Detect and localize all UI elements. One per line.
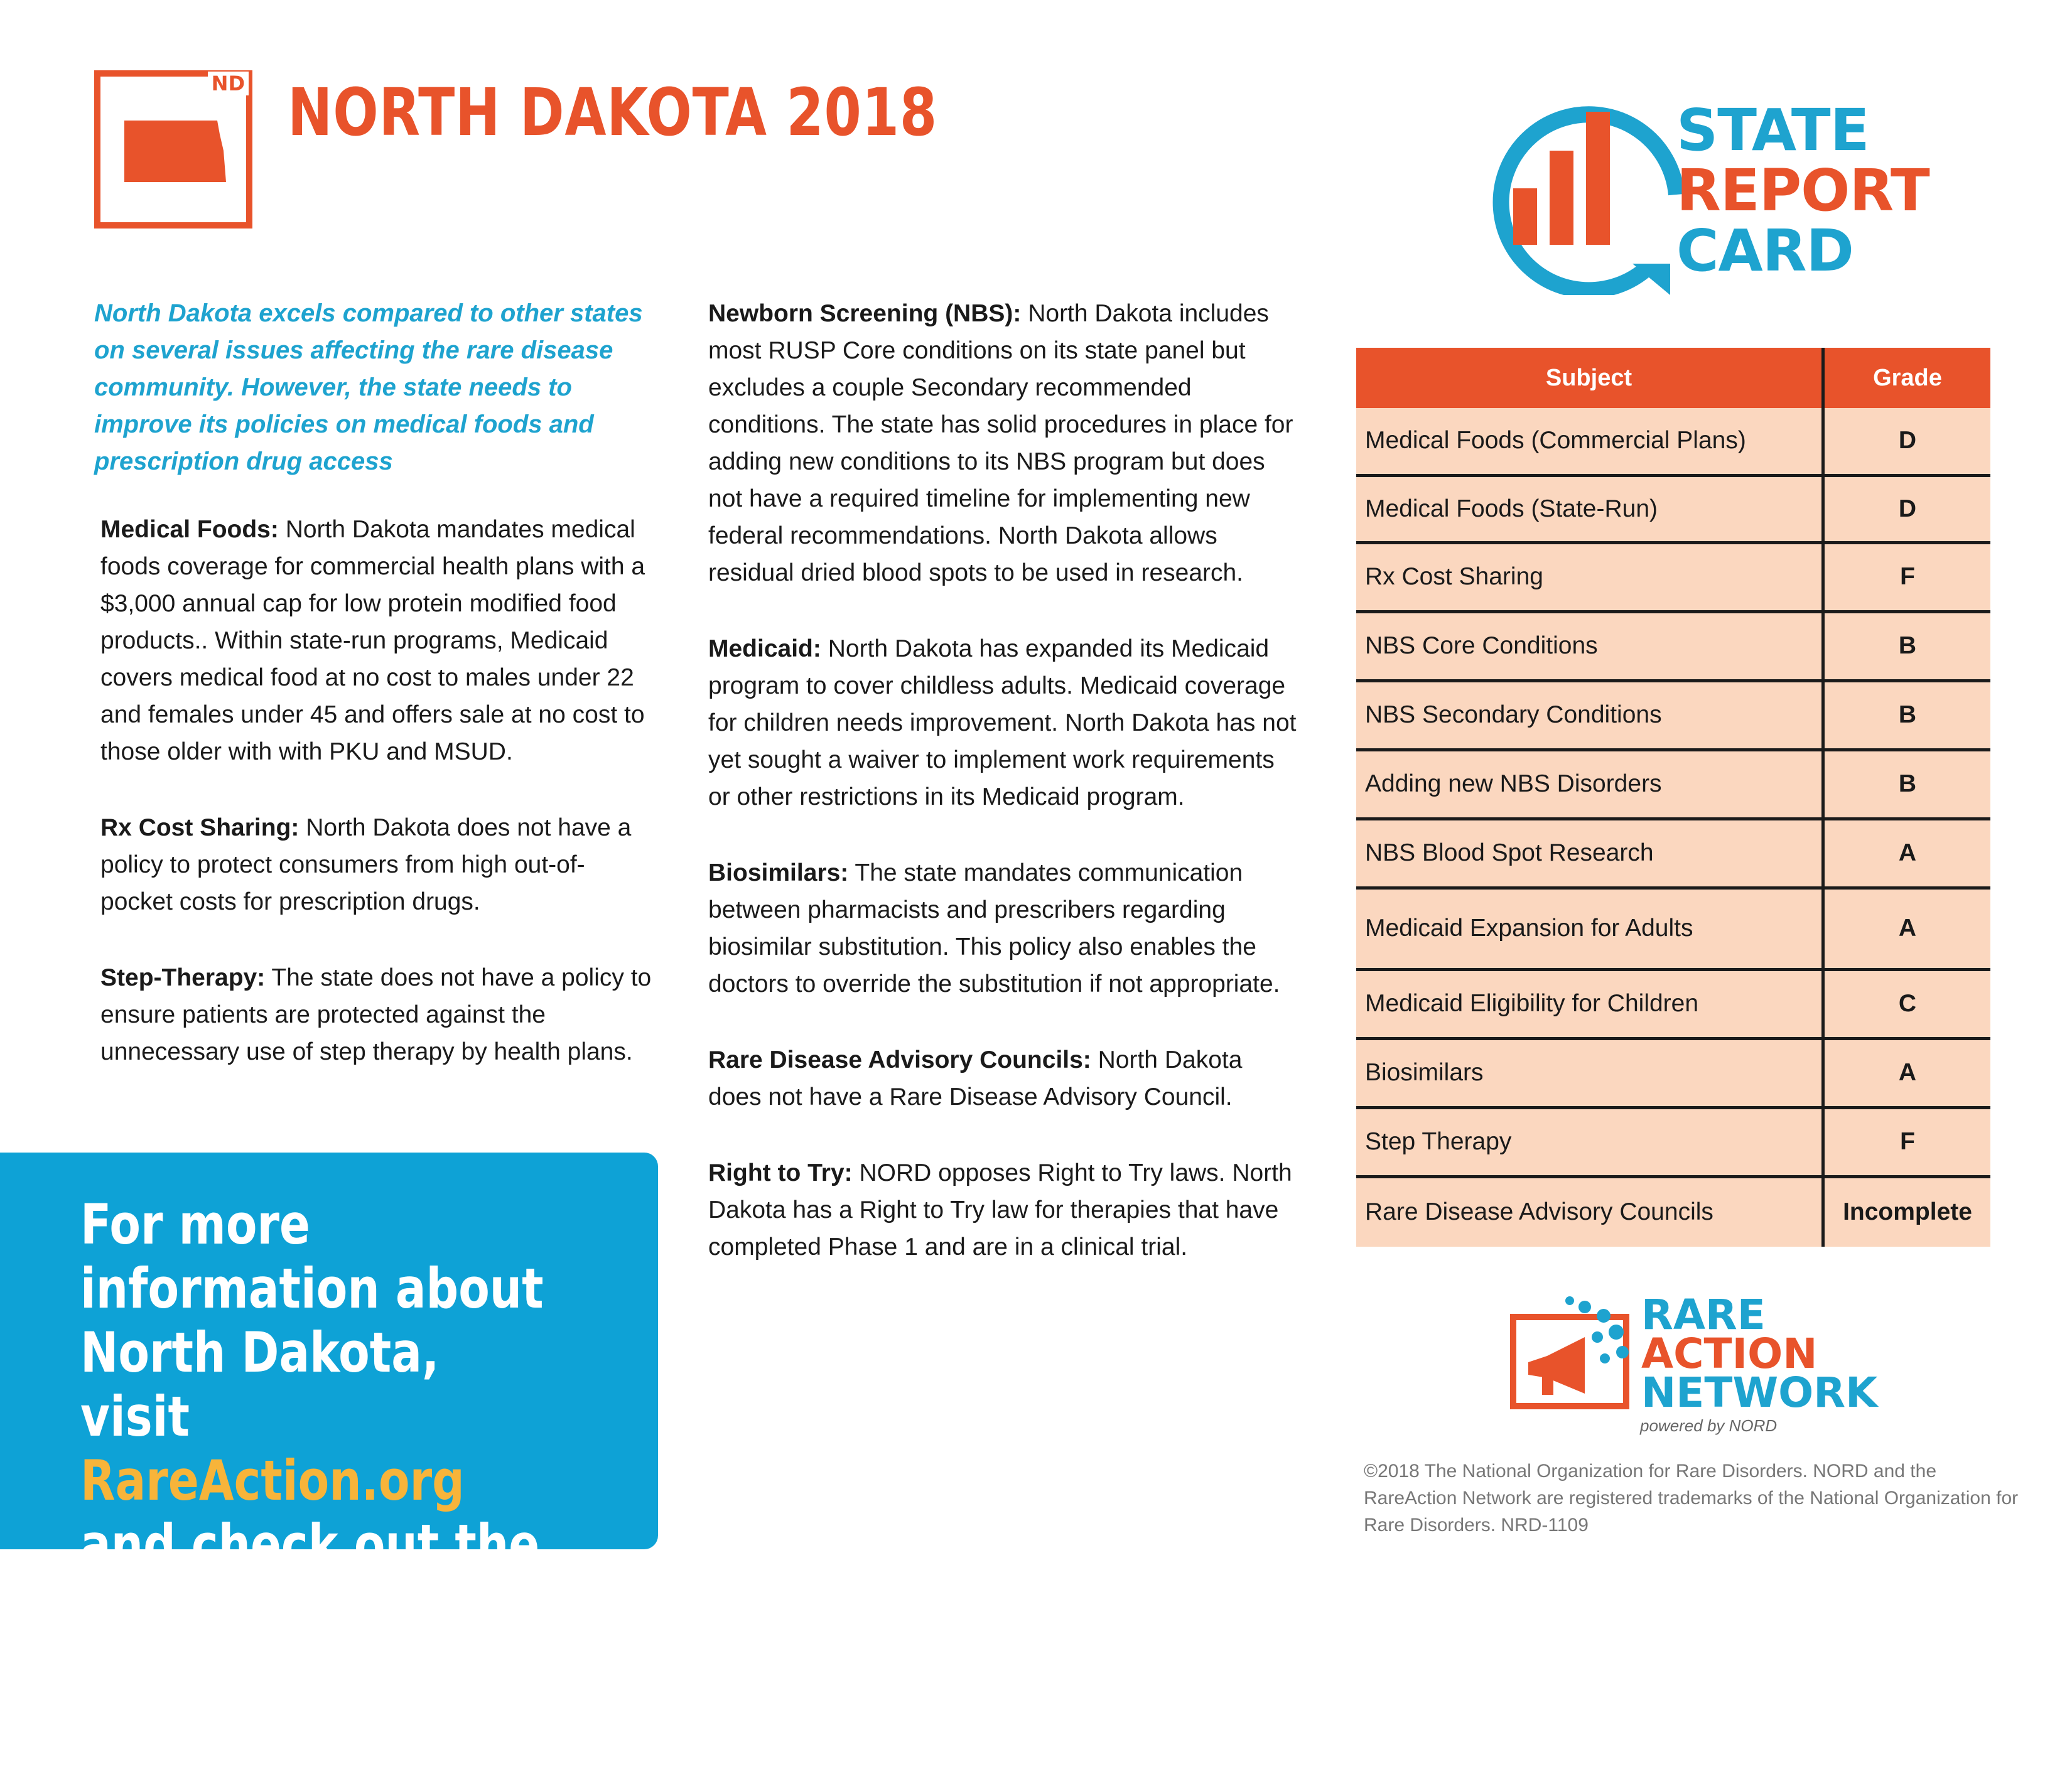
table-row (1356, 750, 1990, 819)
section-biosimilars (708, 854, 1298, 1003)
cta-text (80, 1193, 544, 1769)
row-grade: A (1823, 888, 1991, 969)
row-grade: D (1823, 475, 1991, 542)
row-subject: Adding new NBS Disorders (1356, 750, 1823, 819)
row-subject: NBS Secondary Conditions (1356, 680, 1823, 750)
rareaction-link[interactable]: RareAction.org (80, 1448, 465, 1513)
table-row (1356, 408, 1990, 475)
rare-action-network-logo-text (1641, 1291, 1878, 1417)
section-label: Step-Therapy: (100, 964, 266, 991)
section-text: North Dakota does not have a policy to protect consumers from high out-of-pocket costs for prescription drugs. (100, 814, 632, 915)
section-text: North Dakota mandates medical foods coverage for commercial health plans with a $3,000 annual cap for low protein modified food products.. Within state-run programs, Medicaid covers medical food at no cost to males under 22 and females under 45 and offers sale at no cost to those older with with PKU and MSUD. (100, 516, 645, 765)
powered-by-nord: powered by NORD (1640, 1416, 1778, 1435)
state-abbreviation: ND (208, 72, 249, 95)
section-label: Medicaid: (708, 635, 821, 662)
section-label: Medical Foods: (100, 516, 279, 543)
section-step-therapy (100, 959, 653, 1070)
rare-action-megaphone-icon (1509, 1293, 1635, 1412)
cta-after: and check out the entire 2018 State Policy Report Card (80, 1512, 540, 1769)
table-header-row (1356, 348, 1990, 408)
row-subject: Rx Cost Sharing (1356, 542, 1823, 611)
left-column (100, 511, 653, 1109)
section-text: North Dakota does not have a Rare Disease Advisory Council. (708, 1046, 1243, 1110)
grade-table (1356, 348, 1990, 1247)
middle-column (708, 295, 1298, 1304)
section-text: The state does not have a policy to ensure patients are protected against the unnecessary use of step therapy by health plans. (100, 964, 652, 1065)
row-subject: NBS Core Conditions (1356, 611, 1823, 680)
row-grade: F (1823, 542, 1991, 611)
section-label: Newborn Screening (NBS): (708, 300, 1022, 327)
cta-before: For more information about North Dakota, visit (80, 1192, 544, 1449)
row-grade: A (1823, 1038, 1991, 1107)
copyright-notice: ©2018 The National Organization for Rare Disorders. NORD and the RareAction Network are registered trademarks of the National Organization for Rare Disorders. NRD-1109 (1364, 1461, 2019, 1535)
logo-line-card: CARD (1676, 217, 1853, 284)
section-rx-cost-sharing (100, 809, 653, 920)
row-subject: Biosimilars (1356, 1038, 1823, 1107)
row-grade: B (1823, 611, 1991, 680)
section-right-to-try (708, 1154, 1298, 1266)
row-subject: Medical Foods (State-Run) (1356, 475, 1823, 542)
table-row (1356, 819, 1990, 888)
section-medicaid (708, 630, 1298, 815)
north-dakota-shape-icon (100, 77, 246, 222)
row-grade: A (1823, 819, 1991, 888)
logo-line-report: REPORT (1676, 157, 1929, 224)
table-row (1356, 888, 1990, 969)
report-card-logo-text (1676, 97, 1929, 284)
row-subject: Rare Disease Advisory Councils (1356, 1176, 1823, 1247)
table-row (1356, 542, 1990, 611)
state-map-icon (94, 70, 252, 229)
ran-line-network: NETWORK (1641, 1368, 1878, 1417)
logo-line-state: STATE (1676, 97, 1869, 164)
section-label: Biosimilars: (708, 859, 849, 886)
row-grade: B (1823, 680, 1991, 750)
header-grade: Grade (1823, 348, 1991, 408)
header-subject: Subject (1356, 348, 1823, 408)
page-title: NORTH DAKOTA 2018 (288, 74, 938, 151)
row-subject: Medicaid Expansion for Adults (1356, 888, 1823, 969)
table-row (1356, 475, 1990, 542)
table-row (1356, 611, 1990, 680)
section-medical-foods (100, 511, 653, 770)
section-text: NORD opposes Right to Try laws. North Dakota has a Right to Try law for therapies that have completed Phase 1 and are in a clinical trial. (708, 1159, 1292, 1261)
row-subject: Step Therapy (1356, 1107, 1823, 1176)
ran-line-rare: RARE (1641, 1291, 1766, 1339)
row-grade: Incomplete (1823, 1176, 1991, 1247)
table-row (1356, 969, 1990, 1038)
row-subject: NBS Blood Spot Research (1356, 819, 1823, 888)
section-advisory-councils (708, 1041, 1298, 1116)
table-row (1356, 1176, 1990, 1247)
row-grade: C (1823, 969, 1991, 1038)
row-grade: F (1823, 1107, 1991, 1176)
section-text: The state mandates communication between pharmacists and prescribers regarding biosimilar substitution. This policy also enables the doctors to override the substitution if not appropriate. (708, 859, 1280, 997)
ran-line-action: ACTION (1641, 1330, 1818, 1378)
table-row (1356, 1107, 1990, 1176)
section-label: Rx Cost Sharing: (100, 814, 299, 841)
row-grade: D (1823, 408, 1991, 475)
section-text: North Dakota includes most RUSP Core conditions on its state panel but excludes a couple Secondary recommended conditions. The state has solid procedures in place for adding new conditions to its NBS program but does not have a required timeline for implementing new federal recommendations. North Dakota allows residual dried blood spots to be used in research. (708, 300, 1293, 586)
intro-summary: North Dakota excels compared to other states on several issues affecting the rare disease community. However, the state needs to improve its policies on medical foods and prescription drug access (94, 299, 643, 475)
section-newborn-screening (708, 295, 1298, 591)
table-row (1356, 680, 1990, 750)
row-subject: Medicaid Eligibility for Children (1356, 969, 1823, 1038)
row-grade: B (1823, 750, 1991, 819)
section-label: Right to Try: (708, 1159, 853, 1186)
row-subject: Medical Foods (Commercial Plans) (1356, 408, 1823, 475)
table-row (1356, 1038, 1990, 1107)
section-text: North Dakota has expanded its Medicaid program to cover childless adults. Medicaid coverage for children needs improvement. North Dakota has not yet sought a waiver to implement work requirements or other restrictions in its Medicaid program. (708, 635, 1297, 810)
section-label: Rare Disease Advisory Councils: (708, 1046, 1091, 1073)
